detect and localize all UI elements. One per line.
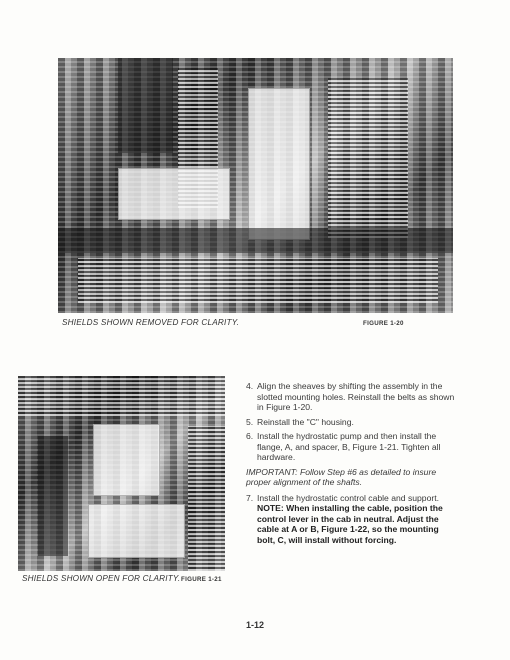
step-6: 6. Install the hydrostatic pump and then install the flange, A, and spacer, B, Figure 1-21. Tighten all hardware. xyxy=(246,431,441,462)
step-7: 7. Install the hydrostatic control cable and support. NOTE: When installing the cable, position the control lever in the cab in neutral. Adjust the cable at A or B, Figure 1-22, so the mounting bolt, C, will install without forcing. xyxy=(246,492,443,545)
figure-1-20-caption: SHIELDS SHOWN REMOVED FOR CLARITY. xyxy=(62,318,240,327)
page-number: 1-12 xyxy=(245,620,264,630)
figure-1-20-label: FIGURE 1-20 xyxy=(363,320,404,327)
figure-1-21-label: FIGURE 1-21 xyxy=(181,576,222,583)
figure-1-21-photo xyxy=(18,376,225,571)
figure-1-21-caption: SHIELDS SHOWN OPEN FOR CLARITY. xyxy=(22,574,181,583)
step-4: 4. Align the sheaves by shifting the assembly in the slotted mounting holes. Reinstall the belts as shown in Figure 1-20. xyxy=(246,381,455,412)
step-7-note: NOTE: When installing the cable, position the control lever in the cab in neutral. Adjust the cable at A or B, Figure 1-22, so the mounting bolt, C, will install without forcing. xyxy=(257,503,443,545)
step-5: 5. Reinstall the "C" housing. xyxy=(246,416,354,427)
figure-1-20-photo xyxy=(58,58,453,313)
instruction-steps xyxy=(246,381,456,549)
important-note: IMPORTANT: Follow Step #6 as detailed to insure proper alignment of the shafts. xyxy=(246,466,437,487)
step-7-text: Install the hydrostatic control cable and support. xyxy=(257,492,440,503)
